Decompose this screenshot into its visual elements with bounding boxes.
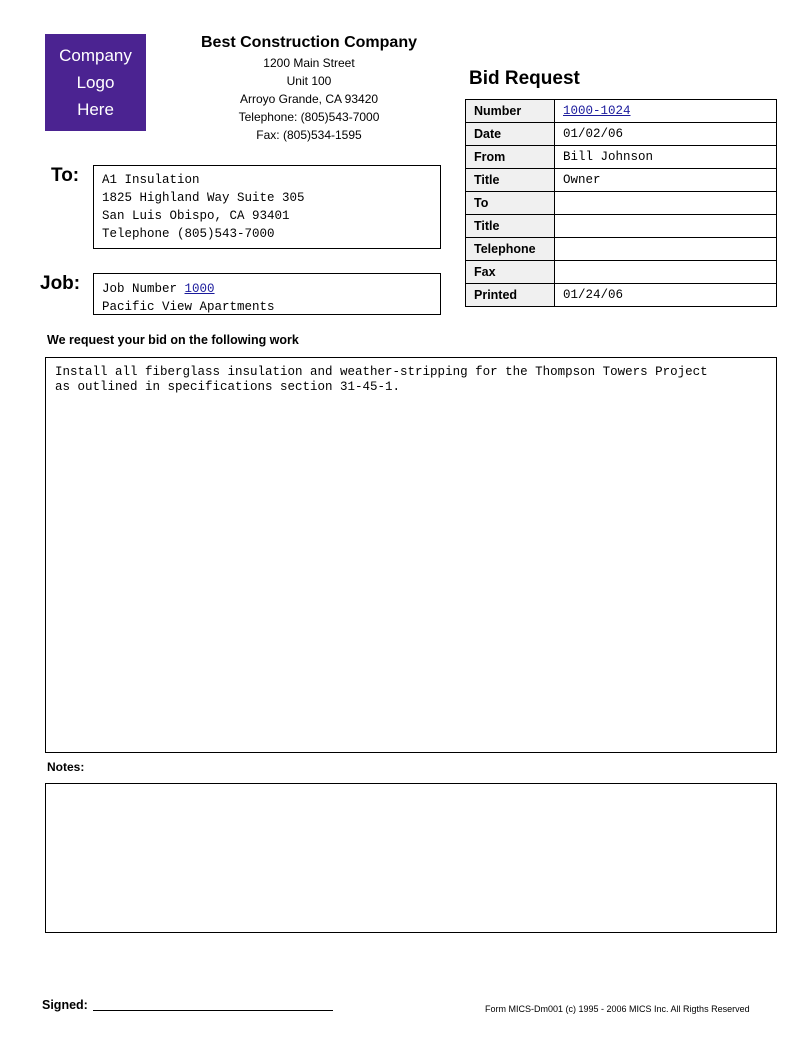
bid-number-link[interactable]: 1000-1024 xyxy=(563,104,631,118)
bid-row-telephone xyxy=(466,238,777,261)
company-header xyxy=(190,33,428,144)
footer-copyright: Form MICS-Dm001 (c) 1995 - 2006 MICS Inc. All Rigths Reserved xyxy=(485,1004,750,1014)
bid-row-fax xyxy=(466,261,777,284)
logo-line: Company xyxy=(59,46,132,65)
bid-request-title: Bid Request xyxy=(469,68,580,89)
job-number-link[interactable]: 1000 xyxy=(184,282,215,296)
signed-label: Signed: xyxy=(42,998,88,1012)
to-line: Telephone (805)543-7000 xyxy=(102,227,275,241)
bid-number-value[interactable] xyxy=(555,100,777,123)
to-line: San Luis Obispo, CA 93401 xyxy=(102,209,290,223)
bid-row-title xyxy=(466,169,777,192)
logo-line: Here xyxy=(77,100,114,119)
logo-line: Logo xyxy=(76,73,115,92)
work-description-box[interactable] xyxy=(45,357,777,753)
job-label: Job: xyxy=(40,273,81,294)
bid-telephone-value[interactable] xyxy=(555,238,777,261)
bid-from-value[interactable]: Bill Johnson xyxy=(555,146,777,169)
job-name: Pacific View Apartments xyxy=(102,300,275,314)
company-telephone: Telephone: (805)543-7000 xyxy=(238,110,380,124)
notes-label: Notes: xyxy=(47,760,85,774)
company-logo xyxy=(45,34,146,131)
to-line: A1 Insulation xyxy=(102,173,200,187)
bid-label: To xyxy=(466,192,555,215)
job-number-prefix: Job Number xyxy=(102,282,185,296)
bid-label: Title xyxy=(466,169,555,192)
bid-title-value[interactable]: Owner xyxy=(555,169,777,192)
bid-fax-value[interactable] xyxy=(555,261,777,284)
bid-row-date xyxy=(466,123,777,146)
work-request-label: We request your bid on the following work xyxy=(47,333,299,347)
bid-label: Date xyxy=(466,123,555,146)
bid-row-to-title xyxy=(466,215,777,238)
to-line: 1825 Highland Way Suite 305 xyxy=(102,191,305,205)
bid-label: Fax xyxy=(466,261,555,284)
bid-row-printed xyxy=(466,284,777,307)
job-box[interactable] xyxy=(93,273,441,315)
signature-line[interactable] xyxy=(93,1010,333,1011)
bid-printed-value[interactable]: 01/24/06 xyxy=(555,284,777,307)
bid-label: Title xyxy=(466,215,555,238)
bid-to-value[interactable] xyxy=(555,192,777,215)
bid-request-table xyxy=(465,99,777,307)
company-city-state-zip: Arroyo Grande, CA 93420 xyxy=(239,92,379,106)
bid-row-from xyxy=(466,146,777,169)
bid-label: Number xyxy=(466,100,555,123)
notes-box[interactable] xyxy=(45,783,777,933)
bid-row-number xyxy=(466,100,777,123)
bid-to-title-value[interactable] xyxy=(555,215,777,238)
bid-label: From xyxy=(466,146,555,169)
work-description-text: Install all fiberglass insulation and weather-stripping for the Thompson Towers Project as outlined in specifications section 31-45-1. xyxy=(55,365,708,394)
bid-row-to xyxy=(466,192,777,215)
bid-label: Telephone xyxy=(466,238,555,261)
company-address-line-2: Unit 100 xyxy=(286,74,332,88)
company-address-line-1: 1200 Main Street xyxy=(263,56,355,70)
company-fax: Fax: (805)534-1595 xyxy=(256,128,362,142)
bid-label: Printed xyxy=(466,284,555,307)
to-label: To: xyxy=(51,165,80,186)
bid-date-value[interactable]: 01/02/06 xyxy=(555,123,777,146)
job-number-line xyxy=(102,280,432,298)
company-name: Best Construction Company xyxy=(200,34,417,51)
to-address-box[interactable] xyxy=(93,165,441,249)
